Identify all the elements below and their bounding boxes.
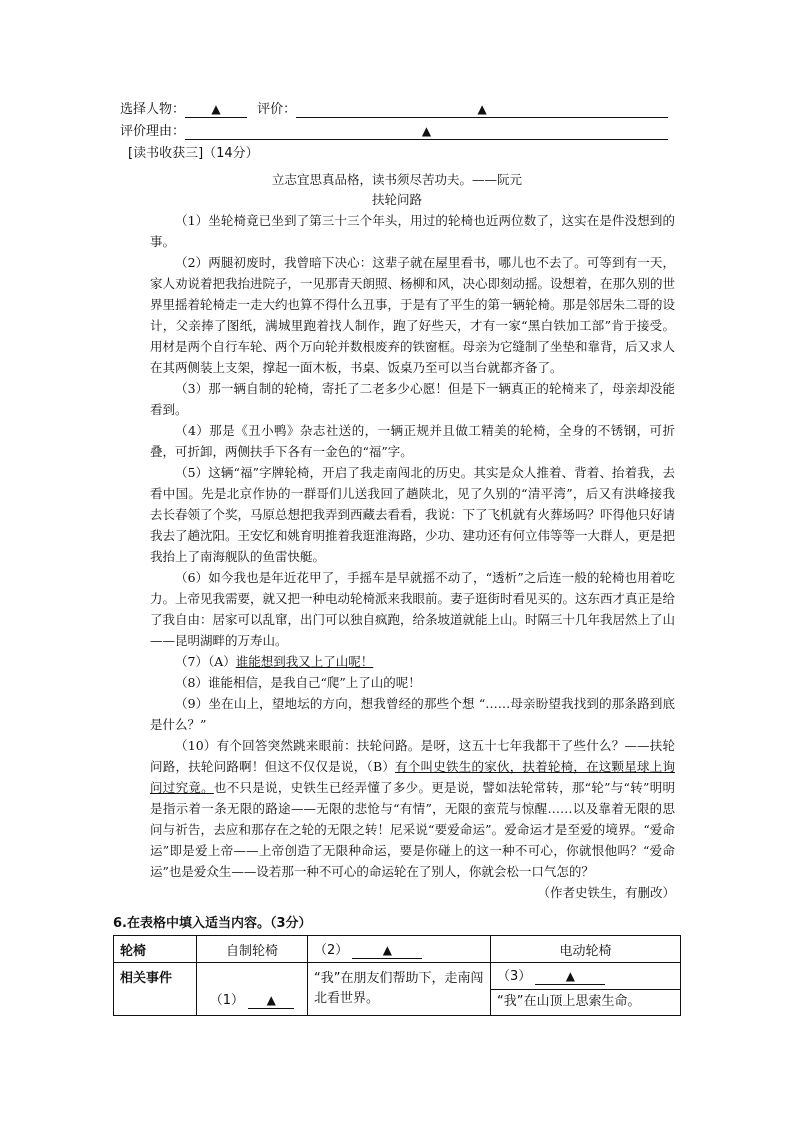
header-electric: 电动轮椅	[491, 936, 681, 963]
question-prompt: 6.在表格中填入适当内容。（3分）	[113, 916, 312, 931]
paragraph	[150, 672, 675, 693]
paragraph	[150, 735, 675, 882]
reason-blank[interactable]	[185, 123, 668, 140]
answer-table	[113, 935, 681, 1016]
reason-label: 评价理由：	[120, 124, 186, 139]
person-blank[interactable]	[185, 101, 247, 118]
table-row	[114, 936, 681, 963]
blank-2[interactable]	[352, 943, 422, 959]
motto: 立志宜思真品格，读书须尽苦功夫。——阮元	[271, 172, 522, 187]
reason-line	[120, 122, 668, 142]
paragraph-text: （8）谁能相信，是我自己“爬”上了山的呢！	[175, 675, 421, 690]
underlined-sentence-b: 有个叫史铁生的家伙，扶着轮椅，在这颗星球上询问过究竟。	[150, 759, 675, 795]
passage	[150, 210, 675, 903]
blank-1[interactable]	[248, 993, 294, 1009]
paragraph-text: （7）（A）	[175, 654, 236, 669]
triangle-icon: ▲	[477, 102, 487, 116]
eval-blank[interactable]	[296, 101, 668, 118]
paragraph	[150, 651, 675, 672]
section-title: [读书收获三]（14分）	[128, 146, 259, 161]
blank-3[interactable]	[535, 969, 605, 985]
triangle-icon: ▲	[211, 102, 221, 116]
paragraph: （4）那是《丑小鸭》杂志社送的，一辆正规并且做工精美的轮椅，全身的不锈钢，可折叠，可折卸，两侧扶手下各有一金色的“福”字。	[150, 423, 675, 459]
eval-label: 评价：	[257, 102, 297, 117]
paragraph-text: （10）有个回答突然跳来眼前：扶轮问路。是呀，这五十七年我都干了些什么？——扶轮问路，扶轮问路啊！但这不仅仅是说，（B）	[150, 738, 675, 774]
triangle-icon: ▲	[421, 124, 432, 138]
triangle-icon: ▲	[565, 968, 576, 983]
paragraph	[150, 693, 675, 735]
person-eval-line	[120, 100, 668, 120]
author-note: （作者史铁生，有删改）	[537, 885, 675, 900]
article-title: 扶轮问路	[371, 192, 422, 207]
paragraph-text: 也不只是说，史铁生已经弄懂了多少。更是说，譬如法轮常转，那“轮”与“转”明明是指示着一条无限的路途——无限的悲怆与“有情”，无限的蛮荒与惊醒……以及靠着无限的思问与祈告，去应和那存在之轮的无限之转！尼采说“要爱命运”。爱命运才是至爱的境界。“爱命运”即是爱上帝——上帝创造了无限种命运，要是你碰上的这一种不可心，你就恨他吗？“爱命运”也是爱众生——设若那一种不可心的命运轮在了别人，你就会松一口气怎的？	[150, 780, 675, 879]
underlined-sentence-a: 谁能想到我又上了山呢！	[235, 654, 374, 669]
paragraph	[150, 567, 675, 651]
triangle-icon: ▲	[266, 993, 276, 1007]
row-label-events: 相关事件	[114, 963, 197, 1016]
paragraph-text: （9）坐在山上，望地坛的方向，想我曾经的那些个想 “……母亲盼望我找到的那条路到底是什么？”	[150, 696, 675, 732]
paragraph-text: （6）如今我也是年近花甲了，手摇车是早就摇不动了，“透析”之后连一般的轮椅也用着吃力。上帝见我需要，就又把一种电动轮椅派来我眼前。妻子逛街时看见买的。这东西才真正是给了我自由：居家可以乱窜，出门可以独自疯跑，给条坡道就能上山。时隔三十几年我居然上了山——昆明湖畔的万寿山。	[150, 570, 676, 648]
paragraph: （5）这辆“福”字牌轮椅，开启了我走南闯北的历史。其实是众人推着、背着、抬着我，去看中国。先是北京作协的一群哥们儿送我回了趟陕北，见了久别的“清平湾”，后又有洪峰接我去长春领了个奖，马原总想把我弄到西藏去看看，我说：下了飞机就有火葬场吗？吓得他只好请我去了趟沈阳。王安忆和姚育明推着我逛淮海路，少功、建功还有何立伟等等一大群人，更是把我抬上了南海舰队的鱼雷快艇。	[150, 465, 676, 564]
paragraph: （1）坐轮椅竟已坐到了第三十三个年头，用过的轮椅也近两位数了，这实在是件没想到的事。	[150, 213, 675, 249]
cell-blank-3[interactable]: （3） ▲	[491, 965, 680, 990]
cell-event-mountain: “我”在山顶上思索生命。	[497, 993, 641, 1009]
cell-electric-events	[491, 963, 681, 1016]
header-wheelchair: 轮椅	[114, 936, 197, 963]
header-homemade: 自制轮椅	[197, 936, 308, 963]
header-blank-2[interactable]: （2） ▲	[308, 936, 491, 963]
paragraph: （3）那一辆自制的轮椅，寄托了二老多少心愿！但是下一辆真正的轮椅来了，母亲却没能看到。	[150, 381, 675, 417]
paragraph: （2）两腿初废时，我曾暗下决心：这辈子就在屋里看书，哪儿也不去了。可等到有一天，家人劝说着把我抬进院子，一见那青天朗照、杨柳和风，决心即刻动摇。设想着，在那久别的世界里摇着轮椅走一走大约也算不得什么丑事，于是有了平生的第一辆轮椅。那是邻居朱二哥的设计，父亲捧了图纸，满城里跑着找人制作，跑了好些天，才有一家“黑白铁加工部”肯于接受。用材是两个自行车轮、两个万向轮并数根废弃的铁窗框。母亲为它缝制了坐垫和靠背，后又求人在其两侧装上支架，撑起一面木板，书桌、饭桌乃至可以当台就都齐备了。	[150, 255, 676, 375]
table-row	[114, 963, 681, 1016]
triangle-icon: ▲	[382, 943, 393, 957]
cell-blank-1[interactable]: （1） ▲	[197, 963, 308, 1016]
cell-event-walk: “我”在朋友们帮助下，走南闯北看世界。	[308, 963, 491, 1016]
person-label: 选择人物：	[120, 102, 186, 117]
